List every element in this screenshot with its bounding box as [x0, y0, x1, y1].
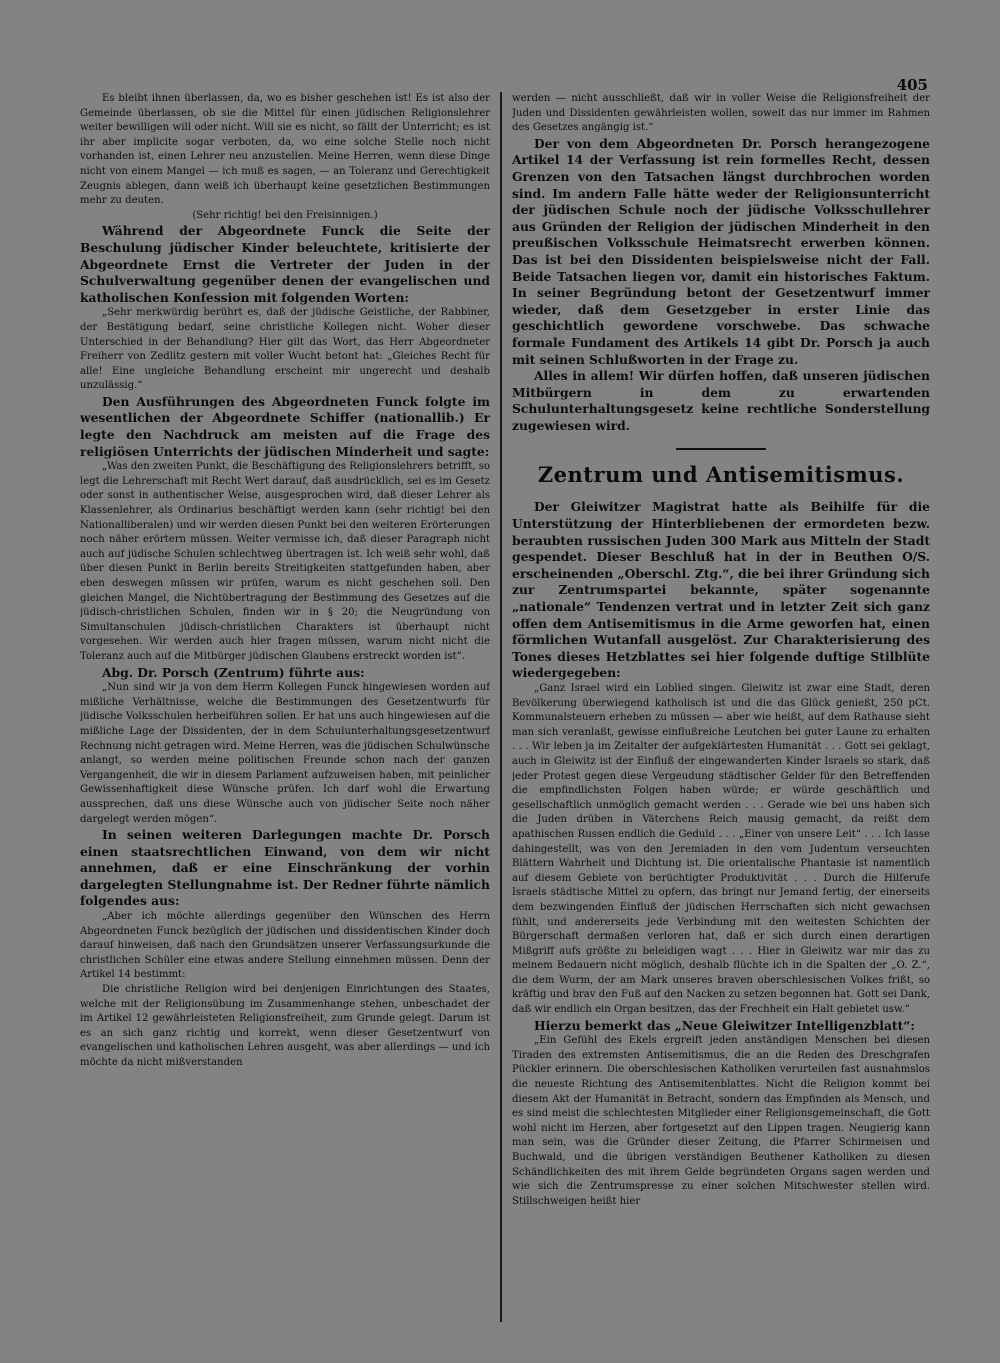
quote-oberschl-ztg: „Ganz Israel wird ein Loblied singen. Gleiwitz ist zwar eine Stadt, deren Bevölkerung überwiegend katholisch ist und die das Glück genießt, 250 pCt. Kommunalsteuern erheben zu müssen — aber wie heißt, auf dem Rathause sieht man sich veranlaßt, gewisse einflußreiche Leutchen bei guter Laune zu erhalten . . . Wir leben ja im Zeitalter der aufgeklärtesten Humanität . . . Gott sei geklagt, auch in Gleiwitz ist der Einfluß der eingewanderten Kinder Israels so stark, daß jeder Protest gegen diese Vergeudung städtischer Gelder für den Betreffenden die empfindlichsten Folgen haben würde; er würde geschäftlich und gesellschaftlich unmöglich gemacht werden . . . Gerade wie bei uns haben sich die Juden drüben in Väterchens Reich mausig gemacht, da reißt dem apathischen Russen endlich die Geduld . . . „Einer von unsere Leit“ . . . Ich lasse dahingestellt, was von den Jeremiaden in den vom Judentum verseuchten Blättern Wahrheit und Dichtung ist. Die orientalische Phantasie ist namentlich auf diesem Gebiete von berüchtigter Produktivität . . . Durch die Hilferufe Israels städtische Mittel zu opfern, das bringt nur Jemand fertig, der einerseits dem bezwingenden Einfluß der jüdischen Herrschaften sich nicht gewachsen fühlt, und andererseits jede Verbindung mit den weitesten Schichten der Bürgerschaft dermaßen verloren hat, daß er sich durch einen derartigen Mißgriff aufs größte zu beleidigen wagt . . . Hier in Gleiwitz war mir das zu meinem Bedauern nicht möglich, deshalb flüchte ich in die Spalten der „O. Z.“, die dem Wurm, der am Mark unseres braven oberschlesischen Volkes frißt, so kräftig und brav den Fuß auf den Nacken zu setzen begonnen hat. Gott sei Dank, daß wir endlich ein Organ besitzen, das der Frechheit ein Halt gebietet usw.“ — [512, 683, 930, 1016]
paragraph: Der von dem Abgeordneten Dr. Porsch herangezogene Artikel 14 der Verfassung ist rein formelles Recht, dessen Grenzen von den Tatsachen längst durchbrochen worden sind. Im andern Falle hätte weder der Religionsunterricht der jüdischen Schule noch der jüdische Volksschullehrer aus Gründen der Religion der jüdischen Minderheit in den preußischen Volksschule Heimatsrecht erwerben können. Das ist bei den Dissidenten beispielsweise nicht der Fall. Beide Tatsachen liegen vor, damit ein historisches Faktum. In seiner Begründung betont der Gesetzentwurf immer wieder, daß dem Gesetzgeber in erster Linie das geschichtlich gewordene vorschwebe. Das schwache formale Fundament des Artikels 14 gibt Dr. Porsch ja auch mit seinen Schlußworten in der Frage zu. — [512, 135, 930, 367]
quote-porsch: „Nun sind wir ja von dem Herrn Kollegen Funck hingewiesen worden auf mißliche Verhältnisse, welche die Bestimmungen des Gesetzentwurfs für jüdische Volksschulen herbeiführen sollen. Er hat uns auch hingewiesen auf die mißliche Lage der Dissidenten, der in dem Schulunterhaltungsgesetzentwurf Rechnung nicht getragen wird. Meine Herren, was die jüdischen Schulwünsche anlangt, so werden meine politischen Freunde schon nach der ganzen Vergangenheit, die wir in diesem Parlament aufzuweisen haben, mit peinlicher Gewissenhaftigkeit diese Wünsche prüfen. Ich darf wohl die Erwartung aussprechen, daß uns diese Wünsche auch von jüdischer Seite noch näher dargelegt werden mögen“. — [80, 682, 490, 825]
quote-continuation: werden — nicht ausschließt, daß wir in voller Weise die Religionsfreiheit der Juden und Dissidenten gewährleisten wollen, soweit das nur immer im Rahmen des Gesetzes angängig ist.“ — [512, 93, 930, 134]
paragraph: Hierzu bemerkt das „Neue Gleiwitzer Intelligenzblatt“: — [534, 1017, 915, 1033]
paragraph: Der Gleiwitzer Magistrat hatte als Beihilfe für die Unterstützung der Hinterbliebenen der ermordeten bezw. beraubten russischen Juden 300 Mark aus Mitteln der Stadt gespendet. Dieser Beschluß hat in der in Beuthen O/S. erscheinenden „Oberschl. Ztg.“, die bei ihrer Gründung sich zur Zentrumspartei bekannte, später sogenannte „nationale“ Tendenzen vertrat und in letzter Zeit sich ganz offen dem Antisemitismus in die Arme geworfen hat, einen förmlichen Wutanfall ausgelöst. Zur Charakterisierung des Tones dieses Hetzblattes sei hier folgende duftige Stilblüte wiedergegeben: — [512, 499, 930, 681]
paragraph: Abg. Dr. Porsch (Zentrum) führte aus: — [102, 664, 365, 680]
page-number: 405 — [896, 76, 928, 94]
section-rule — [676, 448, 766, 450]
interjection-note: (Sehr richtig! bei den Freisinnigen.) — [192, 209, 378, 221]
quote-article-14: Die christliche Religion wird bei denjenigen Einrichtungen des Staates, welche mit der Religionsübung im Zusammenhange stehen, unbeschadet der im Artikel 12 gewährleisteten Religionsfreiheit, zum Grunde gelegt. Darum ist es an sich ganz richtig und korrekt, wenn dieser Gesetzentwurf von evangelischen und katholischen Lehren ausgeht, was aber allerdings — und ich möchte da nicht mißverstanden — [80, 984, 490, 1068]
paragraph: Den Ausführungen des Abgeordneten Funck folgte im wesentlichen der Abgeordnete Schiffer (nationallib.) Er legte den Nachdruck am meisten auf die Frage des religiösen Unterrichts der jüdischen Minderheit und sagte: — [80, 393, 490, 459]
paragraph: Während der Abgeordnete Funck die Seite der Beschulung jüdischer Kinder beleuchtete, kritisierte der Abgeordnete Ernst die Vertreter der Juden in der Schulverwaltung gegenüber denen der evangelischen und katholischen Konfession mit folgenden Worten: — [80, 223, 490, 305]
quote-ernst: „Sehr merkwürdig berührt es, daß der jüdische Geistliche, der Rabbiner, der Bestätigung bedarf, seine christliche Kollegen nicht. Woher dieser Unterschied in der Behandlung? Hier gilt das Wort, das Herr Abgeordneter Freiherr von Zedlitz gestern mit voller Wucht betont hat: „Gleiches Recht für alle! Eine ungleiche Behandlung erscheint mir ungerecht und deshalb unzulässig.“ — [80, 307, 490, 392]
quote-continuation: Es bleibt ihnen überlassen, da, wo es bisher geschehen ist! Es ist also der Gemeinde überlassen, ob sie die Mittel für einen jüdischen Religionslehrer weiter bewilligen will oder nicht. Will sie es nicht, so fällt der Unterricht; es ist ihr aber implicite sogar verboten, da, wo eine solche Stelle noch nicht vorhanden ist, einen Lehrer neu anzustellen. Meine Herren, wenn diese Dinge nicht von einem Mangel — ich muß es sagen, — an Toleranz und Gerechtigkeit Zeugnis ablegen, dann weiß ich überhaupt keine gesetzlichen Bestimmungen mehr zu deuten. — [80, 93, 490, 207]
quote-porsch-2: „Aber ich möchte allerdings gegenüber den Wünschen des Herrn Abgeordneten Funck bezüglich der jüdischen und dissidentischen Kinder doch darauf hinweisen, daß nach den Grundsätzen unserer Verfassungsurkunde die christlichen Schüler eine etwas andere Stellung einnehmen müssen. Denn der Artikel 14 bestimmt: — [80, 911, 490, 981]
quote-schiffer: „Was den zweiten Punkt, die Beschäftigung des Religionslehrers betrifft, so legt die Lehrerschaft mit Recht Wert darauf, daß ausdrücklich, sei es im Gesetz oder sonst in authentischer Weise, ausgesprochen wird, daß dieser Lehrer als Klassenlehrer, als Ordinarius beschäftigt werden kann (sehr richtig! bei den Nationalliberalen) und wir werden diesen Punkt bei den weiteren Erörterungen noch näher erörtern müssen. Weiter vermisse ich, daß dieser Paragraph nicht auch auf jüdische Schulen schlechtweg übertragen ist. Ich weiß sehr wohl, daß über diesen Punkt in Berlin bereits Streitigkeiten stattgefunden haben, aber eben deswegen müssen wir prüfen, warum es nicht geschehen soll. Den gleichen Mangel, die Nichtübertragung der Bestimmung des Gesetzes auf die jüdisch-christlichen Schulen, finden wir in § 20; die Neugründung von Simultanschulen jüdisch-christlichen Charakters ist überhaupt nicht vorgesehen. Wir werden auch hier fragen müssen, warum nicht nicht die Toleranz auch auf die Mitbürger jüdischen Glaubens erstreckt worden ist“. — [80, 461, 490, 662]
quote-intelligenzblatt: „Ein Gefühl des Ekels ergreift jeden anständigen Menschen bei diesen Tiraden des extremsten Antisemitismus, die an die Reden des Dreschgrafen Pückler erinnern. Die oberschlesischen Katholiken verurteilen fast ausnahmslos die neueste Richtung des Antisemitenblattes. Nicht die Religion kommt bei diesem Akt der Humanität in Betracht, sondern das Empfinden als Mensch, und es sind meist die schlechtesten Mitglieder einer Religionsgemeinschaft, die Gott wohl nicht im Herzen, aber fortgesetzt auf den Lippen tragen. Neugierig kann man sein, was die Gründer dieser Zeitung, die Pfarrer Schirmeisen und Buchwald, und die übrigen verständigen Beuthener Katholiken zu diesen Schändlichkeiten des mit ihrem Gelde begründeten Organs sagen werden und wie sich die Zentrumspresse zu einer solchen Mitschwester stellen wird. Stillschweigen heißt hier — [512, 1035, 930, 1207]
section-heading: Zentrum und Antisemitismus. — [537, 462, 905, 488]
column-divider — [500, 92, 502, 1322]
left-column — [80, 92, 490, 1323]
paragraph: Alles in allem! Wir dürfen hoffen, daß unseren jüdischen Mitbürgern in dem zu erwartenden Schulunterhaltungsgesetz keine rechtliche Sonderstellung zugewiesen wird. — [512, 368, 930, 433]
right-column — [512, 92, 930, 1323]
paragraph: In seinen weiteren Darlegungen machte Dr. Porsch einen staatsrechtlichen Einwand, von dem wir nicht annehmen, daß er eine Einschränkung der vorhin dargelegten Stellungnahme ist. Der Redner führte nämlich folgendes aus: — [80, 827, 490, 909]
